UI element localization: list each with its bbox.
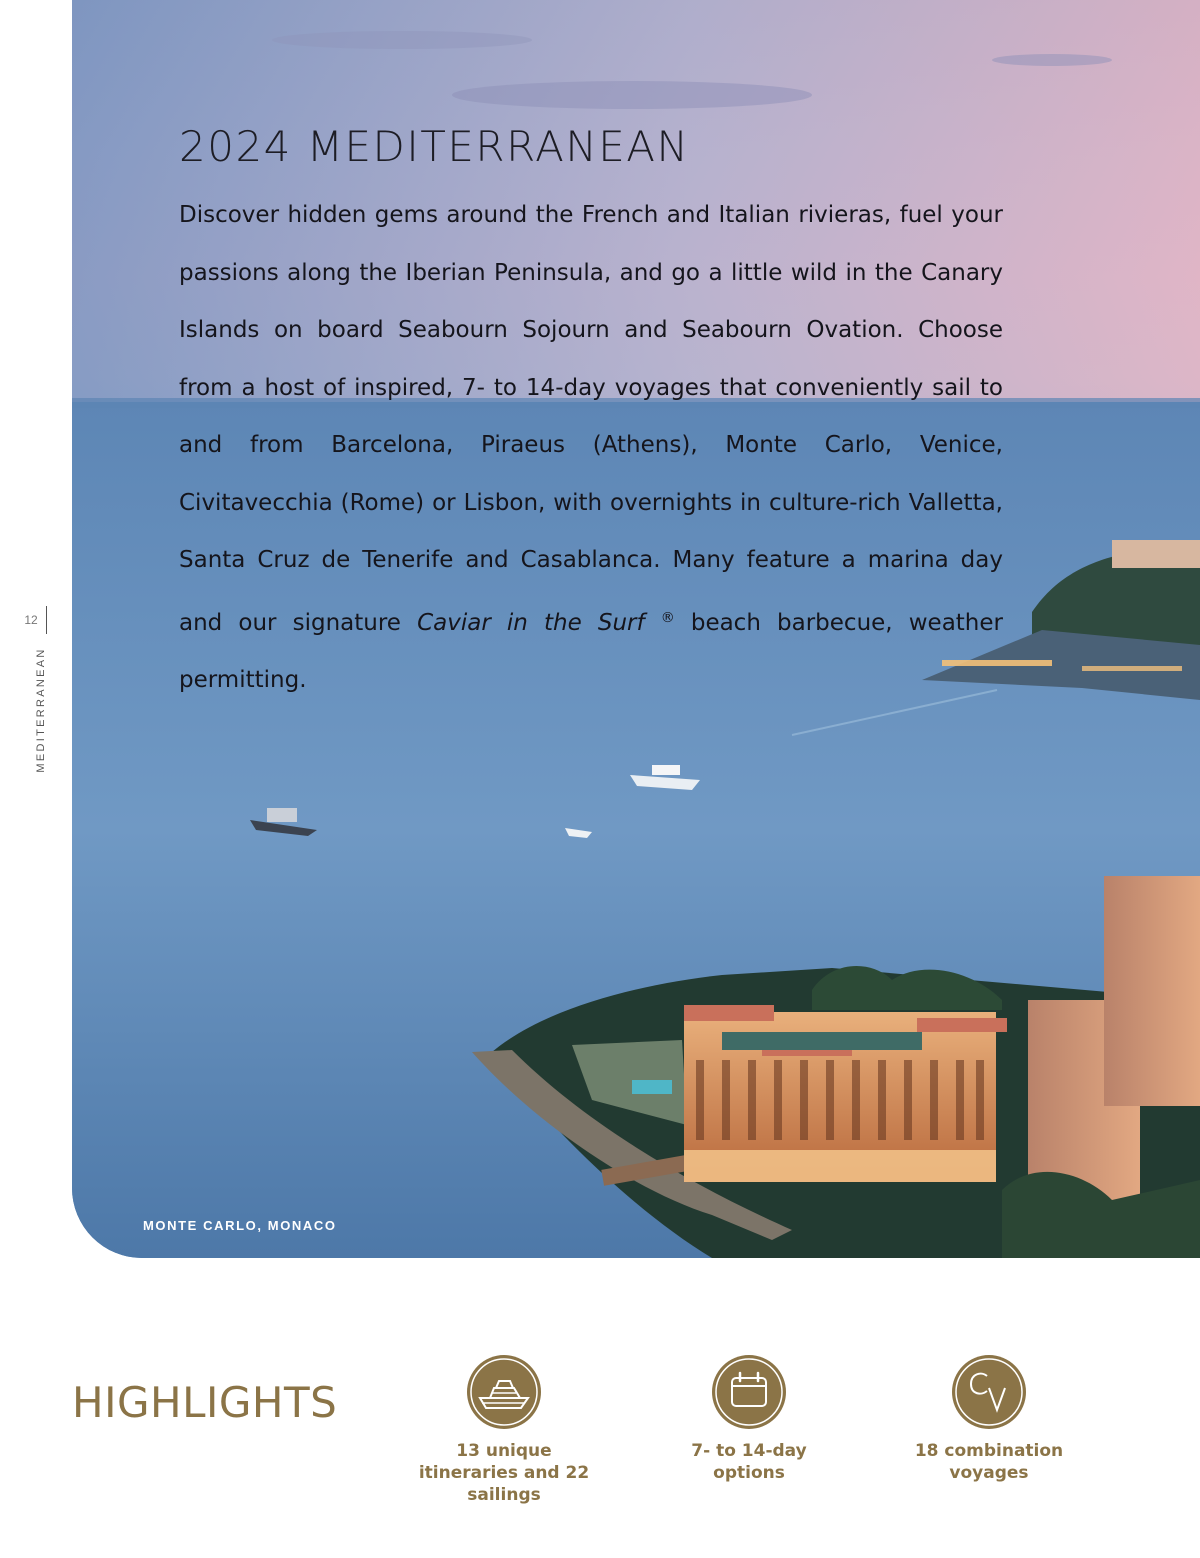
intro-text: Discover hidden gems around the French and Italian rivieras, fuel your passions along the Iberian Peninsula, and go a little wild in the Canary Islands on board Seabourn Sojourn and Seabourn Ovation. Choose from a host of inspired, 7- to 14-day voyages that conveniently sail to and from Barcelona, Piraeus (Athens), Monte Carlo, Venice, Civitavecchia (Rome) or Lisbon, with overnights in culture-rich Valletta, Santa Cruz de Tenerife and Casablanca. Many feature a marina day and our signature [179, 202, 1003, 636]
cloud [992, 54, 1112, 66]
intro-text-end: beach barbecue, weather permitting. [179, 609, 1003, 693]
highlight-item [409, 1354, 599, 1506]
highlight-item [654, 1354, 844, 1484]
cloud [452, 81, 812, 109]
page-number-divider [46, 606, 47, 634]
highlight-item [894, 1354, 1084, 1484]
section-label: MEDITERRANEAN [35, 647, 47, 773]
pool [632, 1080, 672, 1094]
distant-buildings [1112, 540, 1200, 568]
intro-paragraph [179, 187, 1003, 710]
harbour-lights [1082, 666, 1182, 671]
highlight-label: 18 combination voyages [914, 1441, 1064, 1483]
page-title: 2024 MEDITERRANEAN [179, 122, 690, 171]
caviar-in-the-surf-emphasis: Caviar in the Surf [417, 609, 645, 636]
highlight-label: 13 unique itineraries and 22 sailings [418, 1441, 590, 1505]
apartment-tower [1104, 876, 1200, 1106]
cloud [272, 31, 532, 49]
highlights-title: HIGHLIGHTS [72, 1378, 338, 1427]
photo-caption: MONTE CARLO, MONACO [143, 1218, 337, 1233]
registered-mark: ® [660, 609, 675, 626]
page-number: 12 [24, 613, 38, 627]
ship-icon [466, 1354, 542, 1430]
highlight-label: 7- to 14-day options [691, 1441, 807, 1483]
cv-monogram-icon [951, 1354, 1027, 1430]
hero-photo [72, 0, 1200, 1258]
calendar-icon [711, 1354, 787, 1430]
